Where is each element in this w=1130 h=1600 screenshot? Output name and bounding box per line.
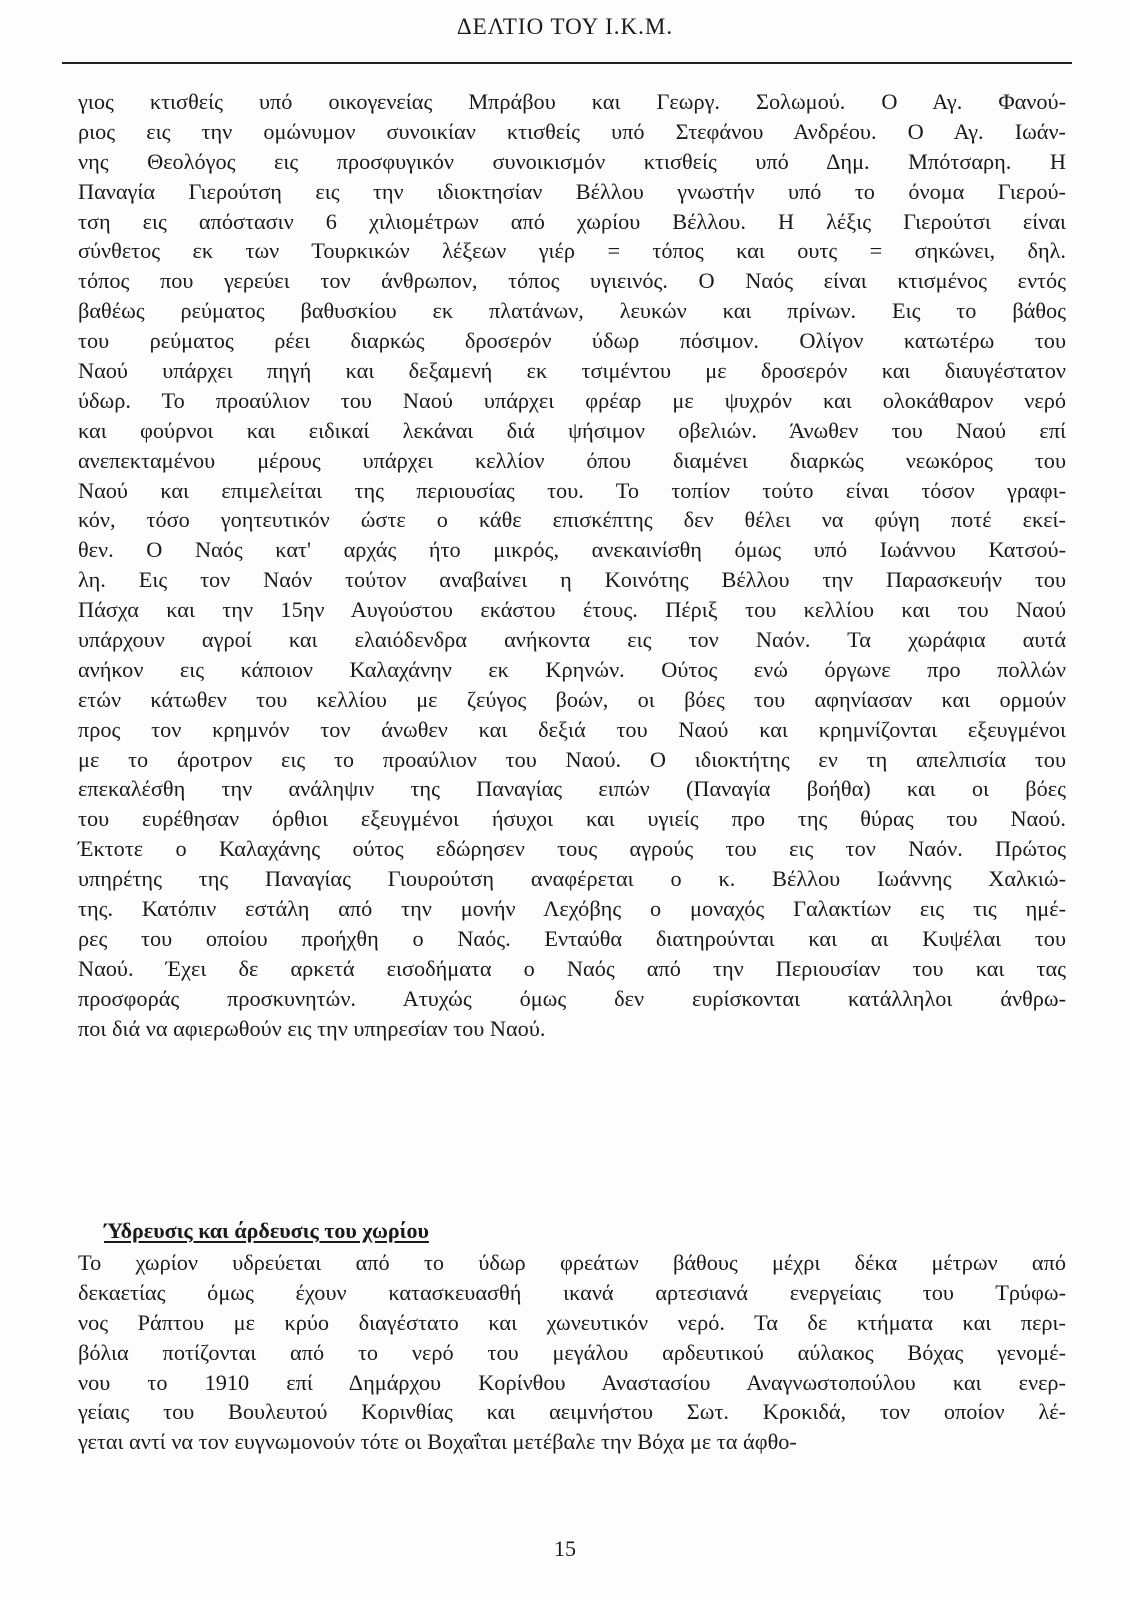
- text-line: νης Θεολόγος εις προσφυγικόν συνοικισμόν κτισθείς υπό Δημ. Μπότσαρη. Η: [78, 148, 1066, 174]
- text-line: και φούρνοι και ειδικαί λεκάναι διά ψήσιμον οβελιών. Άνωθεν του Ναού επί: [78, 417, 1066, 443]
- text-line: της. Κατόπιν εστάλη από την μονήν Λεχόβης ο μοναχός Γαλακτίων εις τις ημέ-: [78, 896, 1066, 922]
- section-heading: Ύδρευσις και άρδευσις του χωρίου: [104, 1218, 429, 1243]
- text-line: ανεπεκταμένου μέρους υπάρχει κελλίον όπου διαμένει διαρκώς νεωκόρος του: [78, 447, 1066, 473]
- text-line: του ευρέθησαν όρθιοι εξευγμένοι ήσυχοι και υγιείς προ της θύρας του Ναού.: [78, 806, 1066, 832]
- text-line: επεκαλέσθη την ανάληψιν της Παναγίας ειπών (Παναγία βοήθα) και οι βόες: [78, 776, 1066, 802]
- text-line: ρες του οποίου προήχθη ο Ναός. Ενταύθα διατηρούνται και αι Κυψέλαι του: [78, 925, 1066, 951]
- text-line: τση εις απόστασιν 6 χιλιομέτρων από χωρίου Βέλλου. Η λέξις Γιερούτσι είναι: [78, 208, 1066, 234]
- text-line: Παναγία Γιερούτση εις την ιδιοκτησίαν Βέλλου γνωστήν υπό το όνομα Γιερού-: [78, 178, 1066, 204]
- text-line: βαθέως ρεύματος βαθυσκίου εκ πλατάνων, λευκών και πρίνων. Εις το βάθος: [78, 298, 1066, 324]
- text-line: Έκτοτε ο Καλαχάνης ούτος εδώρησεν τους αγρούς του εις τον Ναόν. Πρώτος: [78, 836, 1066, 862]
- text-line: νου το 1910 επί Δημάρχου Κορίνθου Αναστασίου Αναγνωστοπούλου και ενερ-: [78, 1369, 1066, 1395]
- text-line: θεν. Ο Ναός κατ' αρχάς ήτο μικρός, ανεκαινίσθη όμως υπό Ιωάννου Κατσού-: [78, 537, 1066, 563]
- body-paragraph-water-supply: [78, 1248, 1066, 1457]
- text-line: υπάρχουν αγροί και ελαιόδενδρα ανήκοντα εις τον Ναόν. Τα χωράφια αυτά: [78, 627, 1066, 653]
- text-line: ανήκον εις κάποιον Καλαχάνην εκ Κρηνών. Ούτος ενώ όργωνε προ πολλών: [78, 656, 1066, 682]
- text-line: υπηρέτης της Παναγίας Γιουρούτση αναφέρεται ο κ. Βέλλου Ιωάννης Χαλκιώ-: [78, 866, 1066, 892]
- text-line: σύνθετος εκ των Τουρκικών λέξεων γιέρ = τόπος και ουτς = σηκώνει, δηλ.: [78, 238, 1066, 264]
- text-line: ποι διά να αφιερωθούν εις την υπηρεσίαν του Ναού.: [78, 1015, 546, 1041]
- text-line: ριος εις την ομώνυμον συνοικίαν κτισθείς υπό Στεφάνου Ανδρέου. Ο Αγ. Ιωάν-: [78, 118, 1066, 144]
- header-rule: [62, 62, 1072, 64]
- text-line: Πάσχα και την 15ην Αυγούστου εκάστου έτους. Πέριξ του κελλίου και του Ναού: [78, 597, 1066, 623]
- text-line: προς τον κρημνόν τον άνωθεν και δεξιά του Ναού και κρημνίζονται εξευγμένοι: [78, 716, 1066, 742]
- running-header: ΔΕΛΤΙΟ ΤΟΥ Ι.Κ.Μ.: [456, 14, 674, 39]
- text-line: νος Ράπτου με κρύο διαγέστατο και χωνευτικόν νερό. Τα δε κτήματα και περι-: [78, 1309, 1066, 1335]
- text-line: λη. Εις τον Ναόν τούτον αναβαίνει η Κοινότης Βέλλου την Παρασκευήν του: [78, 567, 1066, 593]
- text-line: ύδωρ. Το προαύλιον του Ναού υπάρχει φρέαρ με ψυχρόν και ολοκάθαρον νερό: [78, 387, 1066, 413]
- text-line: δεκαετίας όμως έχουν κατασκευασθή ικανά αρτεσιανά ενεργείαις του Τρύφω-: [78, 1279, 1066, 1305]
- text-line: κόν, τόσο γοητευτικόν ώστε ο κάθε επισκέπτης δεν θέλει να φύγη ποτέ εκεί-: [78, 507, 1066, 533]
- text-line: Ναού. Έχει δε αρκετά εισοδήματα ο Ναός από την Περιουσίαν του και τας: [78, 955, 1066, 981]
- text-line: με το άροτρον εις το προαύλιον του Ναού. Ο ιδιοκτήτης εν τη απελπισία του: [78, 746, 1066, 772]
- text-line: γεται αντί να τον ευγνωμονούν τότε οι Βοχαΐται μετέβαλε την Βόχα με τα άφθο-: [78, 1429, 797, 1455]
- text-line: Ναού υπάρχει πηγή και δεξαμενή εκ τσιμέντου με δροσερόν και διαυγέστατον: [78, 358, 1066, 384]
- text-line: γείαις του Βουλευτού Κορινθίας και αειμνήστου Σωτ. Κροκιδά, τον οποίον λέ-: [78, 1399, 1066, 1425]
- text-line: βόλια ποτίζονται από το νερό του μεγάλου αρδευτικού αύλακος Βόχας γενομέ-: [78, 1339, 1066, 1365]
- text-line: Ναού και επιμελείται της περιουσίας του. Το τοπίον τούτο είναι τόσον γραφι-: [78, 477, 1066, 503]
- text-line: ετών κάτωθεν του κελλίου με ζεύγος βοών, οι βόες του αφηνίασαν και ορμούν: [78, 686, 1066, 712]
- page-number: 15: [554, 1536, 576, 1561]
- body-paragraph-church: [78, 87, 1066, 1044]
- text-line: γιος κτισθείς υπό οικογενείας Μπράβου και Γεωργ. Σολωμού. Ο Αγ. Φανού-: [78, 89, 1066, 114]
- text-line: τόπος που γερεύει τον άνθρωπον, τόπος υγιεινός. Ο Ναός είναι κτισμένος εντός: [78, 268, 1066, 294]
- text-line: του ρεύματος ρέει διαρκώς δροσερόν ύδωρ πόσιμον. Ολίγον κατωτέρω του: [78, 328, 1066, 354]
- text-line: Το χωρίον υδρεύεται από το ύδωρ φρεάτων βάθους μέχρι δέκα μέτρων από: [78, 1250, 1066, 1275]
- text-line: προσφοράς προσκυνητών. Ατυχώς όμως δεν ευρίσκονται κατάλληλοι άνθρω-: [78, 985, 1066, 1011]
